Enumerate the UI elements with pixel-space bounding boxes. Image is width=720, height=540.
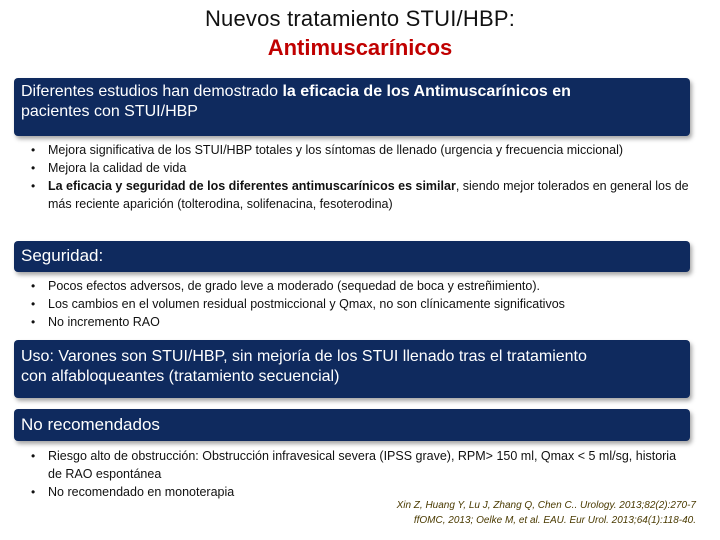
section-efficacy-bullets <box>30 141 690 213</box>
list-item <box>30 141 690 159</box>
section-efficacy-header-bold: la eficacia de los Antimuscarínicos en <box>282 83 571 100</box>
bullet-text: , siendo mejor tolerados en general los de más reciente aparición (tolterodina, solifenacina, fesoterodina) <box>48 179 689 211</box>
list-item <box>30 313 690 331</box>
slide-title-line1: Nuevos tratamiento STUI/HBP: <box>204 6 516 31</box>
list-item <box>30 177 690 213</box>
section-usage-header-line1: Uso: Varones son STUI/HBP, sin mejoría de los STUI llenado tras el tratamiento <box>21 348 587 365</box>
section-not-recommended-header-text: No recomendados <box>21 415 160 434</box>
list-item <box>30 159 690 177</box>
bullet-text: No incremento RAO <box>48 315 160 329</box>
bullet-text: Riesgo alto de obstrucción: Obstrucción infravesical severa (IPSS grave), RPM> 150 ml, Qmax < 5 ml/sg, historia de RAO espontánea <box>48 449 677 481</box>
bullet-icon: • <box>31 297 36 311</box>
bullet-icon: • <box>31 279 36 293</box>
bullet-icon: • <box>31 161 36 175</box>
section-safety-header-text: Seguridad: <box>21 246 104 265</box>
bullet-text: Mejora significativa de los STUI/HBP totales y los síntomas de llenado (urgencia y frecuencia miccional) <box>48 143 624 157</box>
section-safety-header <box>14 241 690 272</box>
bullet-text-bold: La eficacia y seguridad de los diferentes antimuscarínicos es similar <box>48 179 456 193</box>
section-usage-header <box>14 340 690 398</box>
section-safety-bullets <box>30 277 690 331</box>
bullet-text: Mejora la calidad de vida <box>48 161 187 175</box>
bullet-text: No recomendado en monoterapia <box>48 485 235 499</box>
bullet-icon: • <box>31 179 36 193</box>
section-usage-header-line2: con alfabloqueantes (tratamiento secuencial) <box>21 368 340 385</box>
bullet-icon: • <box>31 315 36 329</box>
bullet-icon: • <box>31 485 36 499</box>
reference-line1: Xin Z, Huang Y, Lu J, Zhang Q, Chen C.. Urology. 2013;82(2):270-7 <box>396 500 696 511</box>
section-not-recommended-bullets <box>30 447 690 501</box>
list-item <box>30 295 690 313</box>
bullet-icon: • <box>31 143 36 157</box>
section-efficacy-header-line2: pacientes con STUI/HBP <box>21 103 198 120</box>
reference-line2: ffOMC, 2013; Oelke M, et al. EAU. Eur Urol. 2013;64(1):118-40. <box>413 515 696 526</box>
list-item <box>30 447 690 483</box>
slide-title-line2: Antimuscarínicos <box>267 35 453 60</box>
section-not-recommended-header <box>14 409 690 441</box>
list-item <box>30 277 690 295</box>
bullet-text: Pocos efectos adversos, de grado leve a moderado (sequedad de boca y estreñimiento). <box>48 279 540 293</box>
bullet-text: Los cambios en el volumen residual postmiccional y Qmax, no son clínicamente significativos <box>48 297 565 311</box>
bullet-icon: • <box>31 449 36 463</box>
references <box>397 498 696 528</box>
section-efficacy-header <box>14 78 690 136</box>
section-efficacy-header-plain: Diferentes estudios han demostrado <box>21 83 283 100</box>
